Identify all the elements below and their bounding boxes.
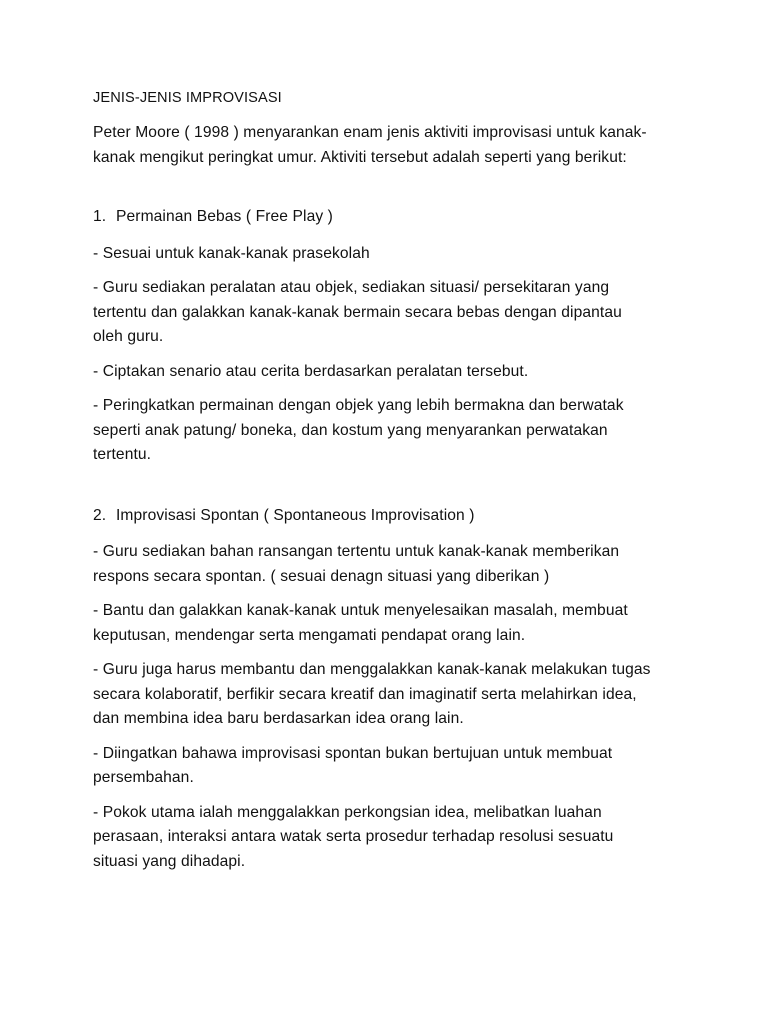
document-page <box>93 86 693 884</box>
bullet-line: keputusan, mendengar serta mengamati pendapat orang lain. <box>93 626 526 644</box>
bullet-line: perasaan, interaksi antara watak serta prosedur terhadap resolusi sesuatu <box>93 828 614 845</box>
bullet-line: - Guru juga harus membantu dan menggalakkan kanak-kanak melakukan tugas <box>93 661 651 678</box>
bullet-line: - Sesuai untuk kanak-kanak prasekolah <box>93 244 370 262</box>
section-heading <box>93 205 693 230</box>
bullet-line: - Peringkatkan permainan dengan objek yang lebih bermakna dan berwatak <box>93 397 624 414</box>
bullet-item <box>93 742 693 791</box>
section-heading-text: Improvisasi Spontan ( Spontaneous Improvisation ) <box>116 506 475 524</box>
bullet-item <box>93 658 693 732</box>
bullet-line: seperti anak patung/ boneka, dan kostum yang menyarankan perwatakan <box>93 421 608 439</box>
bullet-item <box>93 360 693 385</box>
bullet-line: - Guru sediakan bahan ransangan tertentu untuk kanak-kanak memberikan <box>93 543 620 560</box>
bullet-line: secara kolaboratif, berfikir secara kreatif dan imaginatif serta melahirkan idea, <box>93 685 637 703</box>
section-heading <box>93 504 693 529</box>
intro-line: kanak mengikut peringkat umur. Aktiviti tersebut adalah seperti yang berikut: <box>93 148 627 166</box>
bullet-line: dan membina idea baru berdasarkan idea orang lain. <box>93 710 464 727</box>
intro-paragraph <box>93 121 693 170</box>
bullet-line: - Guru sediakan peralatan atau objek, sediakan situasi/ persekitaran yang <box>93 279 610 296</box>
bullet-line: persembahan. <box>93 769 194 786</box>
bullet-item <box>93 599 693 648</box>
bullet-item <box>93 394 693 468</box>
bullet-line: - Bantu dan galakkan kanak-kanak untuk menyelesaikan masalah, membuat <box>93 602 628 619</box>
section-heading-text: Permainan Bebas ( Free Play ) <box>116 208 333 225</box>
bullet-line: oleh guru. <box>93 328 164 345</box>
bullet-line: respons secara spontan. ( sesuai denagn situasi yang diberikan ) <box>93 567 550 585</box>
section-number: 1. <box>93 208 107 225</box>
section-spontaneous-improvisation <box>93 504 693 875</box>
bullet-item <box>93 801 693 875</box>
bullet-line: - Diingatkan bahawa improvisasi spontan bukan bertujuan untuk membuat <box>93 744 613 762</box>
bullet-item <box>93 540 693 589</box>
document-title: JENIS-JENIS IMPROVISASI <box>93 90 282 106</box>
intro-line: Peter Moore ( 1998 ) menyarankan enam jenis aktiviti improvisasi untuk kanak- <box>93 124 647 141</box>
bullet-line: - Ciptakan senario atau cerita berdasarkan peralatan tersebut. <box>93 362 529 380</box>
section-number: 2. <box>93 506 107 524</box>
bullet-item <box>93 242 693 267</box>
bullet-item <box>93 276 693 350</box>
section-free-play <box>93 205 693 468</box>
bullet-line: tertentu. <box>93 446 152 463</box>
bullet-line: situasi yang dihadapi. <box>93 852 246 870</box>
bullet-line: - Pokok utama ialah menggalakkan perkongsian idea, melibatkan luahan <box>93 803 602 821</box>
bullet-line: tertentu dan galakkan kanak-kanak bermain secara bebas dengan dipantau <box>93 303 622 321</box>
